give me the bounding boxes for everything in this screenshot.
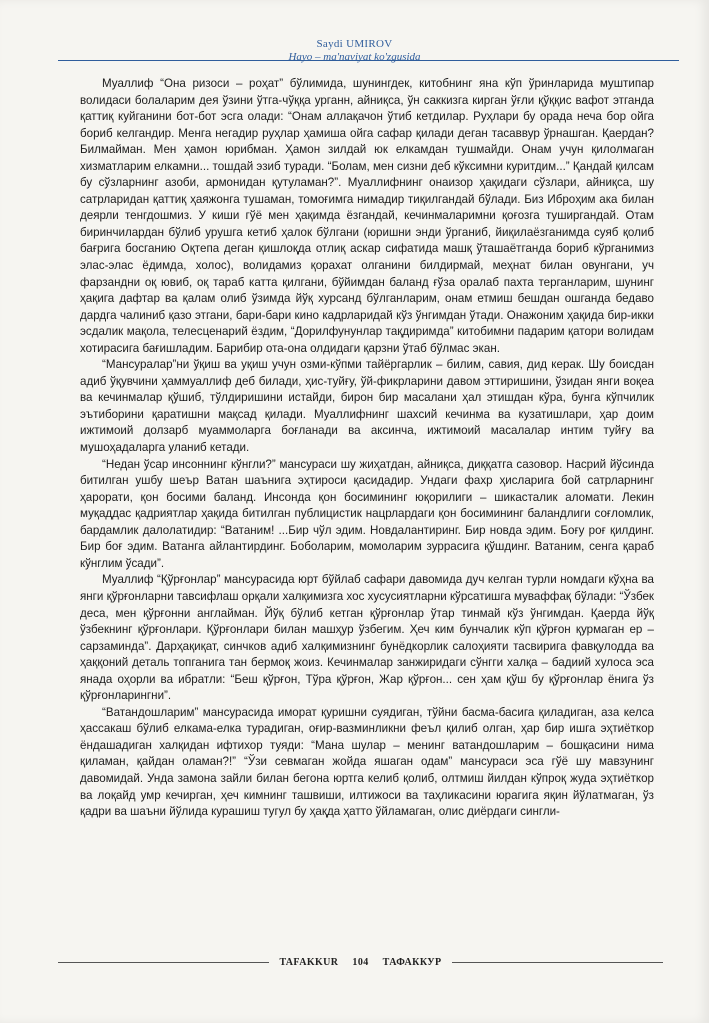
article-body	[80, 76, 654, 821]
paragraph: “Мансуралар”ни ўқиш ва уқиш учун озми-кўпми тайёргарлик – билим, савия, дид керак. Шу боисдан адиб ўқувчини ҳаммуаллиф деб билади, ҳис-туйғу, ўй-фикрларини давом эттиришини, ўзидан янги воқеа ва кечинмалар қўшиб, тўлдиришини истайди, бирон бир масалани ҳал этишдан кўра, бунга кўпчилик эътиборини қаратишни мақсад қилади. Муаллифнинг шахсий кечинма ва кузатишлари, ҳар доим ижтимоий долзарб муаммоларга боғланади ва аксинча, ижтимоий масалалар интим туйғу ва мушоҳадаларга уланиб кетади.	[80, 358, 654, 455]
paragraph: “Ватандошларим” мансурасида иморат қуришни суядиган, тўйни басма-басига қиладиган, аза келса ҳассакаш бўлиб елкама-елка турадиган, оғир-вазминликни феъл қилиб олган, ҳар бир ишга эҳтиёткор ёндашадиган халқидан ифтихор туяди: “Мана шулар – менинг ватандошларим – бошқасини нима қиламан, қайдан оламан?!” “Ўзи севмаган жойда яшаган одам” мансураси эса гўё шу мавзунинг давомидай. Унда замона зайли билан бегона юртга келиб қолиб, олтмиш йилдан кўпроқ жуда эҳтиёткор ва лоқайд умр кечирган, ҳеч кимнинг ташвиши, илтижоси ва таҳликасини юрагига яқин йўлатмаган, ўз қадри ва шаъни йўлида курашиш тугул бу ҳақда ҳатто ўйламаган, олис диёрдаги сингли-	[80, 705, 654, 819]
paragraph: Муаллиф “Қўрғонлар” мансурасида юрт бўйлаб сафари давомида дуч келган турли номдаги кўҳна ва янги қўрғонларни тавсифлаш орқали халқимизга хос хусусиятларни кўрсатишга муваффақ бўлади: “Ўзбек деса, мен қўрғонни англайман. Йўқ бўлиб кетган қўрғонлар ўтар тинмай кўз ўнгимдан. Қаерда йўқ ўзбекнинг қўрғонлари. Қўрғонлари билан машҳур ўзбегим. Ҳеч ким бунчалик кўп қўрғон қурмаган ер – сарзаминда”. Дарҳақиқат, синчков адиб халқимизнинг бунёдкорлик салоҳияти тасвирига фавқулодда ва ҳаққоний деталь топганига тан бермоқ жоиз. Кечинмалар занжиридаги сўнгги халқа – бадиий хулоса эса янада оҳорли ва ибратли: “Беш қўрғон, Тўра қўрғон, Жар қўрғон... сен ҳам қўш бу қўрғонлар ёнига ўз қўрғонларингни”.	[80, 573, 654, 703]
footer-rule-left	[58, 962, 269, 963]
page-number: 104	[352, 956, 369, 968]
header-title: Hayo – ma'naviyat ko'zgusida	[288, 51, 421, 63]
footer-rule-right	[452, 962, 663, 963]
footer-journal-latin: TAFAKKUR	[279, 956, 339, 968]
header-author: Saydi UMIROV	[316, 38, 393, 50]
running-footer	[58, 955, 663, 969]
footer-journal-cyrillic: ТАФАККУР	[382, 956, 442, 968]
paragraph: “Недан ўсар инсоннинг кўнгли?” мансураси шу жиҳатдан, айниқса, диққатга сазовор. Насрий йўсинда битилган ушбу шеър Ватан шаънига эҳтироси қасидадир. Ундаги фахр ҳисларига бой сатрларнинг ҳарорати, қон босими баланд. Инсонда қон босимининг юқорилиги – шикасталик аломати. Лекин муқаддас қадриятлар ҳақида битилган публицистик нацрлардаги қон босимининг баландлиги соғломлик, бардамлик далолатидир: “Ватаним! ...Бир чўл эдим. Новдалантиринг. Бир новда эдим. Боғу роғ қилдинг. Бир боғ эдим. Ватанга айлантирдинг. Боболарим, момоларим зуррасига қўшдинг. Ватаним, сенга қараб кўнглим ўсади”.	[80, 457, 654, 570]
header-rule	[58, 60, 679, 61]
paragraph: Муаллиф “Она ризоси – роҳат” бўлимида, шунингдек, китобнинг яна кўп ўринларида муштипар волидаси болаларим дея ўзини ўтга-чўққа урганн, айниқса, ўн саккизга кирган ўғли қўққис вафот этганда қаттиқ куйганини бот-бот эсга олади: “Онам аллақачон ўтиб кетдилар. Руҳлари бу орада неча бор ойга бориб келгандир. Менга негадир руҳлар ҳамиша ойга сафар қилади деган тасаввур ўрнашган. Қаердан? Билмайман. Мен ҳамон юрибман. Ҳамон зилдай юк елкамдан тушмайди. Онам учун қилолмаган хизматларим елкамни... тошдай эзиб туради. “Болам, мен сизни деб кўксимни куритдим...” Қандай қилсам бу сўзларнинг азоби, армонидан қутуламан?”. Муаллифнинг онаизор ҳақидаги сўзлари, айниқса, шу сатрларидан қаттиқ ҳаяжонга тушаман, томоғимга нимадир тиқилгандай бўлади. Биз Иброҳим ака билан деярли тенгдошмиз. У киши гўё мен ҳақимда ёзгандай, кечинмаларимни қоғозга туширгандай. Отам биринчилардан бўлиб урушга кетиб ҳалок бўлгани (юришни энди ўрганиб, йиқилаёзганимда суяб қолиб бағрига босганию Оқтепа деган қишлоқда отлиқ аскар сифатида машқ ўташаётганда бориб кўрганимиз элас-элас ёдимда, холос), волидамиз қорахат олганини билдирмай, меҳнат билан овунгани, уч фарзандни оқ ювиб, оқ тараб катта қилгани, бўйимдан баланд ғўза оралаб пахта терганларим, шунинг ҳақига дафтар ва қалам олиб ўзимда йўқ хурсанд бўлганларим, онам етмиш бешдан ошганда бедаво дардга чалиниб қазо этгани, бари-бари кино кадрларидай кўз ўнгимдан ўтади. Онажоним ҳақида бир-икки эсдалик мақола, телесценарий ёздим, “Дорилфунунлар тақдиримда” китобимни падарим қатори волидам хотирасига бағишладим. Барибир ота-она олдидаги қарзни ўтаб бўлмас экан.	[80, 77, 654, 355]
